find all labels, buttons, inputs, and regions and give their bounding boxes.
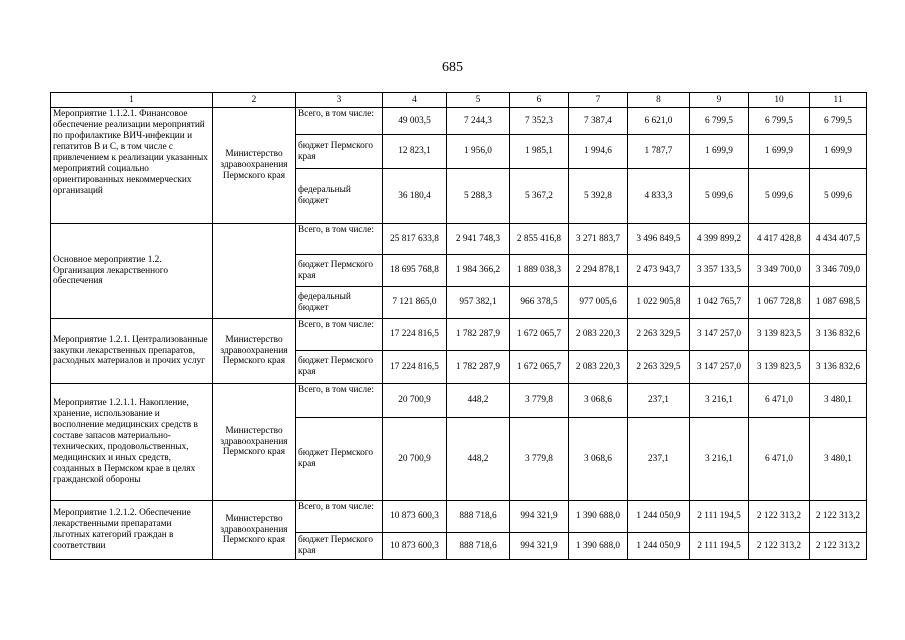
amount-cell: 1 042 765,7 [690, 287, 749, 319]
amount-cell: 2 122 313,2 [749, 533, 810, 560]
amount-cell: 2 122 313,2 [810, 533, 867, 560]
executor-cell: Министерство здравоохранения Пермского края [213, 501, 296, 560]
amount-cell: 1 994,6 [569, 135, 628, 169]
amount-cell: 1 699,9 [810, 135, 867, 169]
executor-cell: Министерство здравоохранения Пермского края [213, 384, 296, 501]
activity-description: Мероприятие 1.2.1. Централизованные закупки лекарственных препаратов, расходных материалов и прочих услуг [51, 319, 213, 384]
amount-cell: 3 480,1 [810, 418, 867, 501]
amount-cell: 3 779,8 [510, 418, 569, 501]
amount-cell: 6 621,0 [628, 108, 690, 135]
page-number: 685 [442, 60, 463, 75]
header-cell: 8 [628, 93, 690, 108]
amount-cell: 10 873 600,3 [383, 533, 447, 560]
amount-cell: 2 122 313,2 [749, 501, 810, 533]
amount-cell: 3 496 849,5 [628, 224, 690, 255]
header-cell: 7 [569, 93, 628, 108]
executor-cell: Министерство здравоохранения Пермского края [213, 108, 296, 224]
funding-source: федеральный бюджет [296, 169, 383, 224]
amount-cell: 12 823,1 [383, 135, 447, 169]
amount-cell: 237,1 [628, 384, 690, 418]
amount-cell: 957 382,1 [447, 287, 510, 319]
amount-cell: 5 099,6 [749, 169, 810, 224]
header-cell: 4 [383, 93, 447, 108]
table-row [51, 224, 867, 255]
funding-source: Всего, в том числе: [296, 224, 383, 255]
amount-cell: 1 787,7 [628, 135, 690, 169]
activity-description: Мероприятие 1.1.2.1. Финансовое обеспечение реализации мероприятий по профилактике ВИЧ-инфекции и гепатитов В и С, в том числе с привлечением к реализации указанных мероприятий социально ориентированных некоммерческих организаций [51, 108, 213, 224]
amount-cell: 1 244 050,9 [628, 501, 690, 533]
amount-cell: 17 224 816,5 [383, 319, 447, 351]
header-cell: 1 [51, 93, 213, 108]
amount-cell: 1 672 065,7 [510, 319, 569, 351]
amount-cell: 1 985,1 [510, 135, 569, 169]
amount-cell: 3 136 832,6 [810, 319, 867, 351]
amount-cell: 4 833,3 [628, 169, 690, 224]
amount-cell: 10 873 600,3 [383, 501, 447, 533]
amount-cell: 7 352,3 [510, 108, 569, 135]
amount-cell: 49 003,5 [383, 108, 447, 135]
amount-cell: 3 346 709,0 [810, 255, 867, 287]
amount-cell: 2 083 220,3 [569, 319, 628, 351]
funding-source: бюджет Пермского края [296, 418, 383, 501]
amount-cell: 888 718,6 [447, 533, 510, 560]
amount-cell: 448,2 [447, 418, 510, 501]
amount-cell: 888 718,6 [447, 501, 510, 533]
amount-cell: 3 068,6 [569, 418, 628, 501]
amount-cell: 1 087 698,5 [810, 287, 867, 319]
amount-cell: 6 471,0 [749, 384, 810, 418]
header-cell: 2 [213, 93, 296, 108]
amount-cell: 3 357 133,5 [690, 255, 749, 287]
amount-cell: 3 147 257,0 [690, 351, 749, 384]
amount-cell: 6 471,0 [749, 418, 810, 501]
amount-cell: 6 799,5 [810, 108, 867, 135]
amount-cell: 3 216,1 [690, 384, 749, 418]
amount-cell: 3 216,1 [690, 418, 749, 501]
header-cell: 9 [690, 93, 749, 108]
amount-cell: 7 121 865,0 [383, 287, 447, 319]
funding-source: Всего, в том числе: [296, 319, 383, 351]
amount-cell: 977 005,6 [569, 287, 628, 319]
amount-cell: 2 855 416,8 [510, 224, 569, 255]
amount-cell: 1 067 728,8 [749, 287, 810, 319]
amount-cell: 237,1 [628, 418, 690, 501]
amount-cell: 2 122 313,2 [810, 501, 867, 533]
funding-source: Всего, в том числе: [296, 108, 383, 135]
amount-cell: 7 387,4 [569, 108, 628, 135]
amount-cell: 3 480,1 [810, 384, 867, 418]
amount-cell: 3 136 832,6 [810, 351, 867, 384]
executor-cell: Министерство здравоохранения Пермского края [213, 319, 296, 384]
amount-cell: 1 022 905,8 [628, 287, 690, 319]
table-body [51, 93, 867, 560]
amount-cell: 1 699,9 [749, 135, 810, 169]
amount-cell: 25 817 633,8 [383, 224, 447, 255]
funding-source: федеральный бюджет [296, 287, 383, 319]
amount-cell: 3 779,8 [510, 384, 569, 418]
amount-cell: 966 378,5 [510, 287, 569, 319]
amount-cell: 1 244 050,9 [628, 533, 690, 560]
funding-source: бюджет Пермского края [296, 255, 383, 287]
amount-cell: 994 321,9 [510, 533, 569, 560]
funding-source: Всего, в том числе: [296, 501, 383, 533]
executor-cell [213, 224, 296, 319]
amount-cell: 3 147 257,0 [690, 319, 749, 351]
amount-cell: 2 294 878,1 [569, 255, 628, 287]
amount-cell: 1 984 366,2 [447, 255, 510, 287]
amount-cell: 36 180,4 [383, 169, 447, 224]
amount-cell: 1 390 688,0 [569, 501, 628, 533]
amount-cell: 20 700,9 [383, 418, 447, 501]
amount-cell: 3 068,6 [569, 384, 628, 418]
amount-cell: 5 367,2 [510, 169, 569, 224]
header-cell: 11 [810, 93, 867, 108]
amount-cell: 2 111 194,5 [690, 501, 749, 533]
header-cell: 3 [296, 93, 383, 108]
amount-cell: 5 288,3 [447, 169, 510, 224]
activity-description: Мероприятие 1.2.1.2. Обеспечение лекарственными препаратами льготных категорий граждан в соответствии [51, 501, 213, 560]
amount-cell: 5 392,8 [569, 169, 628, 224]
amount-cell: 1 782 287,9 [447, 319, 510, 351]
amount-cell: 2 083 220,3 [569, 351, 628, 384]
amount-cell: 6 799,5 [749, 108, 810, 135]
amount-cell: 448,2 [447, 384, 510, 418]
amount-cell: 2 111 194,5 [690, 533, 749, 560]
budget-table [50, 92, 867, 560]
header-row [51, 93, 867, 108]
amount-cell: 4 434 407,5 [810, 224, 867, 255]
amount-cell: 1 699,9 [690, 135, 749, 169]
amount-cell: 2 941 748,3 [447, 224, 510, 255]
amount-cell: 994 321,9 [510, 501, 569, 533]
header-cell: 6 [510, 93, 569, 108]
funding-source: бюджет Пермского края [296, 533, 383, 560]
amount-cell: 1 672 065,7 [510, 351, 569, 384]
amount-cell: 1 956,0 [447, 135, 510, 169]
activity-description: Мероприятие 1.2.1.1. Накопление, хранение, использование и восполнение медицинских средств в составе запасов материально-технических, продовольственных, медицинских и иных средств, созданных в Пермском крае в целях гражданской обороны [51, 384, 213, 501]
amount-cell: 6 799,5 [690, 108, 749, 135]
amount-cell: 1 889 038,3 [510, 255, 569, 287]
amount-cell: 7 244,3 [447, 108, 510, 135]
header-cell: 10 [749, 93, 810, 108]
amount-cell: 1 390 688,0 [569, 533, 628, 560]
amount-cell: 4 417 428,8 [749, 224, 810, 255]
table-row [51, 108, 867, 135]
activity-description: Основное мероприятие 1.2. Организация лекарственного обеспечения [51, 224, 213, 319]
amount-cell: 4 399 899,2 [690, 224, 749, 255]
funding-source: бюджет Пермского края [296, 351, 383, 384]
table-row [51, 384, 867, 418]
amount-cell: 20 700,9 [383, 384, 447, 418]
amount-cell: 3 349 700,0 [749, 255, 810, 287]
funding-source: Всего, в том числе: [296, 384, 383, 418]
funding-source: бюджет Пермского края [296, 135, 383, 169]
amount-cell: 17 224 816,5 [383, 351, 447, 384]
header-cell: 5 [447, 93, 510, 108]
amount-cell: 2 263 329,5 [628, 351, 690, 384]
amount-cell: 5 099,6 [690, 169, 749, 224]
amount-cell: 18 695 768,8 [383, 255, 447, 287]
amount-cell: 3 139 823,5 [749, 319, 810, 351]
amount-cell: 2 473 943,7 [628, 255, 690, 287]
amount-cell: 1 782 287,9 [447, 351, 510, 384]
amount-cell: 3 271 883,7 [569, 224, 628, 255]
table-row [51, 319, 867, 351]
table-row [51, 501, 867, 533]
amount-cell: 5 099,6 [810, 169, 867, 224]
amount-cell: 3 139 823,5 [749, 351, 810, 384]
amount-cell: 2 263 329,5 [628, 319, 690, 351]
